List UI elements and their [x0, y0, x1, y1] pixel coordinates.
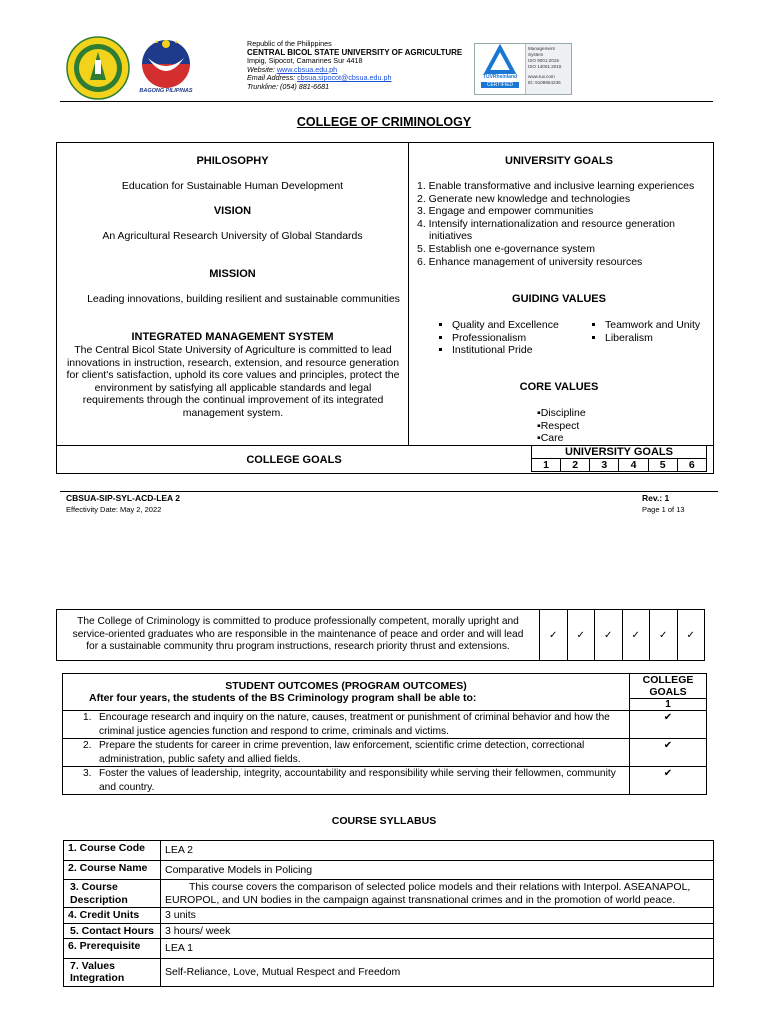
check-mark: ✓ — [622, 610, 650, 661]
email-label: Email Address: — [247, 73, 296, 83]
tuv-certification-badge — [474, 43, 572, 95]
mission-heading: MISSION — [209, 268, 256, 280]
university-goals-numbers — [531, 445, 707, 472]
college-statement: The College of Criminology is committed to produce professionally competent, morally upright and service-oriented graduates who are responsible in the maintenance of peace and order and will lead for a sustainable community thru program instructions, research priority thrust and extensions. — [57, 610, 540, 661]
college-goals-header: COLLEGE GOALS — [630, 674, 707, 699]
tuv-brand: TÜVRheinland — [482, 74, 518, 80]
cert-iso2: ISO 14001:2015 — [528, 64, 562, 69]
syllabus-label: 1. Course Code — [64, 841, 161, 861]
goal-number: 1 — [532, 459, 561, 472]
guiding-values-heading: GUIDING VALUES — [512, 293, 606, 305]
check-mark: ✓ — [595, 610, 623, 661]
cert-line2: System — [528, 52, 544, 57]
cert-line1: Management — [528, 46, 555, 51]
college-goals-row — [56, 445, 714, 474]
university-name: CENTRAL BICOL STATE UNIVERSITY OF AGRICULTURE — [247, 47, 463, 57]
outcome-check: ✔ — [630, 739, 707, 767]
guiding-values-left — [438, 319, 592, 357]
guiding-value-item: ▪ Institutional Pride — [452, 344, 592, 357]
republic-line: Republic of the Philippines — [247, 39, 332, 48]
university-header — [247, 40, 462, 92]
university-goal-item: 2. Generate new knowledge and technologies — [417, 192, 631, 205]
tuv-logo-area — [475, 44, 526, 94]
effectivity-date: Effectivity Date: May 2, 2022 — [66, 505, 162, 514]
syllabus-value: LEA 2 — [161, 841, 714, 861]
check-mark: ✓ — [677, 610, 705, 661]
core-values-heading: CORE VALUES — [519, 381, 599, 393]
university-goal-item: 1. Enable transformative and inclusive learning experiences — [417, 180, 695, 192]
cert-id: ID: 9108654236 — [528, 80, 561, 85]
syllabus-label: 3. Course Description — [64, 880, 161, 908]
syllabus-value: 3 hours/ week — [161, 923, 714, 939]
guiding-value-item: ▪ Professionalism — [452, 332, 592, 345]
goal-number: 5 — [648, 459, 677, 472]
page-title: COLLEGE OF CRIMINOLOGY — [296, 115, 472, 129]
vision-heading: VISION — [213, 205, 252, 217]
syllabus-label: 2. Course Name — [64, 860, 161, 880]
philosophy-text: Education for Sustainable Human Development — [121, 180, 344, 192]
document-code: CBSUA-SIP-SYL-ACD-LEA 2 — [66, 493, 180, 503]
bagong-pilipinas-text: BAGONG PILIPINAS — [139, 88, 193, 94]
website-label: Website: — [247, 64, 275, 74]
core-value-item: ▪Discipline — [537, 407, 586, 419]
core-values-list — [537, 407, 586, 445]
course-syllabus-title: COURSE SYLLABUS — [331, 815, 437, 827]
guiding-value-item: ▪ Quality and Excellence — [452, 319, 592, 332]
cert-url: www.tuv.com — [528, 74, 555, 79]
university-goals-list — [417, 180, 717, 268]
core-value-item: ▪Care — [537, 432, 564, 445]
college-goals-label: COLLEGE GOALS — [246, 454, 342, 466]
guiding-values-right — [591, 319, 725, 344]
syllabus-value: Comparative Models in Policing — [161, 860, 714, 880]
check-mark: ✓ — [567, 610, 595, 661]
website-link[interactable]: www.cbsua.edu.ph — [276, 64, 338, 74]
check-mark: ✓ — [540, 610, 568, 661]
university-goal-item: 6. Enhance management of university resources — [417, 255, 643, 268]
syllabus-label: 6. Prerequisite — [64, 939, 161, 959]
mission-text: Leading innovations, building resilient and sustainable communities — [87, 293, 400, 305]
syllabus-value: Self-Reliance, Love, Mutual Respect and Freedom — [161, 958, 714, 986]
header-divider — [60, 101, 713, 102]
page-number: Page 1 of 13 — [642, 505, 685, 514]
tuv-certified: CERTIFIED — [481, 82, 519, 88]
outcome-text: Encourage research and inquiry on the nature, causes, treatment or punishment of criminal behavior and how the criminal justice agencies function and respond to crime, criminals and victims. — [99, 712, 610, 737]
footer-divider — [60, 491, 718, 492]
university-goal-item: 4. Intensify internationalization and resource generation — [417, 217, 675, 230]
outcome-check: ✔ — [630, 767, 707, 795]
outcome-text: Prepare the students for career in crime prevention, law enforcement, scientific crime detection, correctional administration, public safety and allied fields. — [99, 740, 585, 765]
goal-number: 3 — [590, 459, 619, 472]
bagong-pilipinas-logo — [134, 34, 198, 98]
philosophy-goals-box — [56, 142, 714, 446]
syllabus-value: 3 units — [161, 908, 714, 924]
university-goals-subheading: UNIVERSITY GOALS — [532, 446, 707, 459]
goal-number: 6 — [677, 459, 706, 472]
guiding-value-item: ▪ Teamwork and Unity — [605, 319, 725, 332]
university-goal-item: 5. Establish one e-governance system — [417, 242, 596, 255]
address-line: Impig, Sipocot, Camarines Sur 4418 — [247, 56, 363, 66]
check-mark: ✓ — [650, 610, 678, 661]
university-goal-item: initiatives — [429, 230, 473, 243]
ims-heading: INTEGRATED MANAGEMENT SYSTEM — [131, 331, 334, 343]
vision-text: An Agricultural Research University of Global Standards — [102, 230, 363, 242]
university-goals-heading: UNIVERSITY GOALS — [505, 155, 613, 167]
student-outcomes-title: STUDENT OUTCOMES (PROGRAM OUTCOMES) — [225, 679, 467, 692]
goal-number: 4 — [619, 459, 648, 472]
revision: Rev.: 1 — [642, 493, 670, 503]
course-syllabus-table — [63, 840, 714, 987]
trunkline: Trunkline: (054) 881-6681 — [247, 81, 330, 91]
core-value-item: ▪Respect — [537, 419, 580, 432]
outcome-number: 3. — [83, 768, 92, 779]
cert-iso1: ISO 9001:2015 — [528, 58, 559, 63]
syllabus-label: 4. Credit Units — [64, 908, 161, 924]
college-statement-table — [56, 609, 705, 661]
syllabus-value: This course covers the comparison of selected police models and their relations with Interpol. ASEANAPOL, EUROPOL, and UN bodies in the campaign against transnational crimes and in the promotion of world peace. — [161, 880, 714, 908]
university-goal-item: 3. Engage and empower communities — [417, 205, 594, 218]
guiding-value-item: ▪ Liberalism — [605, 332, 725, 345]
outcome-number: 1. — [83, 712, 92, 723]
outcome-text: Foster the values of leadership, integrity, accountability and responsibility while serving their fellowmen, community and country. — [99, 768, 616, 793]
outcome-number: 2. — [83, 740, 92, 751]
syllabus-label: 7. Values Integration — [64, 958, 161, 986]
college-goal-number: 1 — [630, 699, 707, 711]
goal-number: 2 — [561, 459, 590, 472]
university-seal — [66, 36, 130, 100]
email-link[interactable]: cbsua.sipocot@cbsua.edu.ph — [297, 73, 392, 83]
student-outcomes-subtitle: After four years, the students of the BS Criminology program shall be able to: — [89, 692, 477, 704]
outcome-check: ✔ — [630, 711, 707, 739]
syllabus-value: LEA 1 — [161, 939, 714, 959]
syllabus-label: 5. Contact Hours — [64, 923, 161, 939]
student-outcomes-table — [62, 673, 707, 795]
philosophy-heading: PHILOSOPHY — [196, 155, 269, 167]
ims-text: The Central Bicol State University of Agriculture is committed to lead innovations in instruction, research, extension, and resource generation for client's satisfaction, uphold its core values and principles, protect the environment by satisfying all applicable standards and legal requirements through the continual improvement of its integrated management system. — [66, 344, 400, 419]
